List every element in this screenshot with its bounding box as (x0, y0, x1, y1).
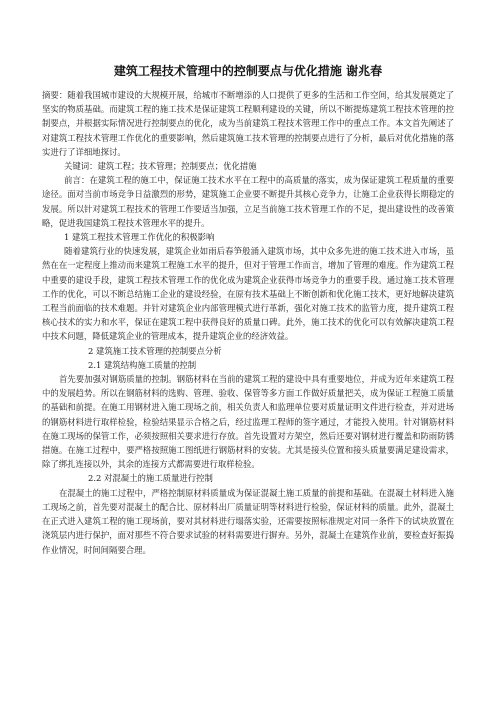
section-1-heading: 1 建筑工程技术管理工作优化的积极影响 (64, 232, 215, 243)
section-2-1-heading: 2.1 建筑结构施工质量的控制 (88, 359, 197, 370)
foreword-paragraph: 前言：在建筑工程的施工中，保证施工技术水平在工程中的高质量的落实，成为保证建筑工程质量的重要途径。面对当前市场竞争日益激烈的形势，建筑施工企业要不断提升其核心竞争力，让施工企业获得长期稳定的发展。所以针对建筑工程技术的管理工作要适当加强，立足当前施工技术管理工作的不足，提出建设性的改善策略，促进我国建筑工程技术管理水平的提升。 (42, 175, 454, 228)
section-2-2-heading: 2.2 对混凝土的施工质量进行控制 (88, 473, 213, 484)
section-1-paragraph: 随着建筑行业的快速发展，建筑企业如雨后春笋般涌入建筑市场，其中众多先进的施工技术进入市场，虽然在在一定程度上推动而来建筑工程施工水平的提升，但对于管理工作而言，增加了管理的难度。作为建筑工程中重要的建设手段，建筑工程技术管理工作的优化成为建筑企业获得市场竞争力的重要手段。通过施工技术管理工作的优化，可以不断总结施工企业的建设经验，在原有技术基础上不断创新和优化施工技术，更好地解决建筑工程当前面临的技术难题。并针对建筑企业内部管理模式进行革新，强化对施工技术的监管力度，提升建筑工程核心技术的实力和水平，保证在建筑工程中获得良好的质量口碑。此外，施工技术的优化可以有效解决建筑工程中技术问题，降低建筑企业的管理成本，提升建筑企业的经济效益。 (42, 246, 454, 342)
abstract-paragraph: 摘要：随着我国城市建设的大规模开展，给城市不断增添的人口提供了更多的生活和工作空间，给其发展奠定了坚实的物质基础。而建筑工程的施工技术是保证建筑工程顺利建设的关键，所以不断提炼建筑工程技术管理的控制要点，并根据实际情况进行控制要点的优化，成为当前建筑工程技术管理工作中的重点工作。本文首先阐述了对建筑工程技术管理工作优化的重要影响，然后建筑施工技术管理的控制要点进行了分析，最后对优化措施的落实进行了详细地探讨。 (42, 90, 454, 157)
document-title: 建筑工程技术管理中的控制要点与优化措施 谢兆春 (113, 64, 383, 78)
section-2-heading: 2 建筑施工技术管理的控制要点分析 (88, 345, 222, 356)
document-body (42, 88, 454, 557)
section-2-1-paragraph: 首先要加强对钢筋质量的控制。钢筋材料在当前的建筑工程的建设中具有重要地位，并成为近年来建筑工程中的发展趋势。所以在钢筋材料的选购、管理、验收、保管等多方面工作做好质量把关，成为保证工程施工质量的基础和前提。在施工用钢材进入施工现场之前，相关负责人和监理单位要对质量证明文件进行检查，并对进场的钢筋材料进行取样检验，检验结果显示合格之后，经过监理工程师的签字通过，才能投入使用。针对钢筋材料在施工现场的保管工作，必须按照相关要求进行存放。首先设置对方架空，然后还要对钢材进行覆盖和防雨防锈措施。在施工过程中，要严格按照施工图纸进行钢筋材料的安装。尤其是接头位置和接头质量要满足建设需求，除了绑扎连接以外，其余的连接方式都需要进行取样检验。 (42, 374, 454, 470)
section-2-2-paragraph: 在混凝土的施工过程中，严格控制原材料质量成为保证混凝土施工质量的前提和基础。在混凝土材料进入施工现场之前，首先要对混凝土的配合比、原材料出厂质量证明等材料进行检验，保证材料的质量。此外，混凝土在正式进入建筑工程的施工现场前，要对其材料进行塌落实验，还需要按照标准规定对同一条件下的试块放置在浇筑层内进行保护，面对那些不符合要求试验的材料需要进行摒弃。另外，混凝土在建筑作业前，要检查好振捣作业情况，时间间隔要合理。 (42, 487, 454, 555)
keywords-line: 关键词：建筑工程；技术管理；控制要点；优化措施 (64, 161, 257, 172)
